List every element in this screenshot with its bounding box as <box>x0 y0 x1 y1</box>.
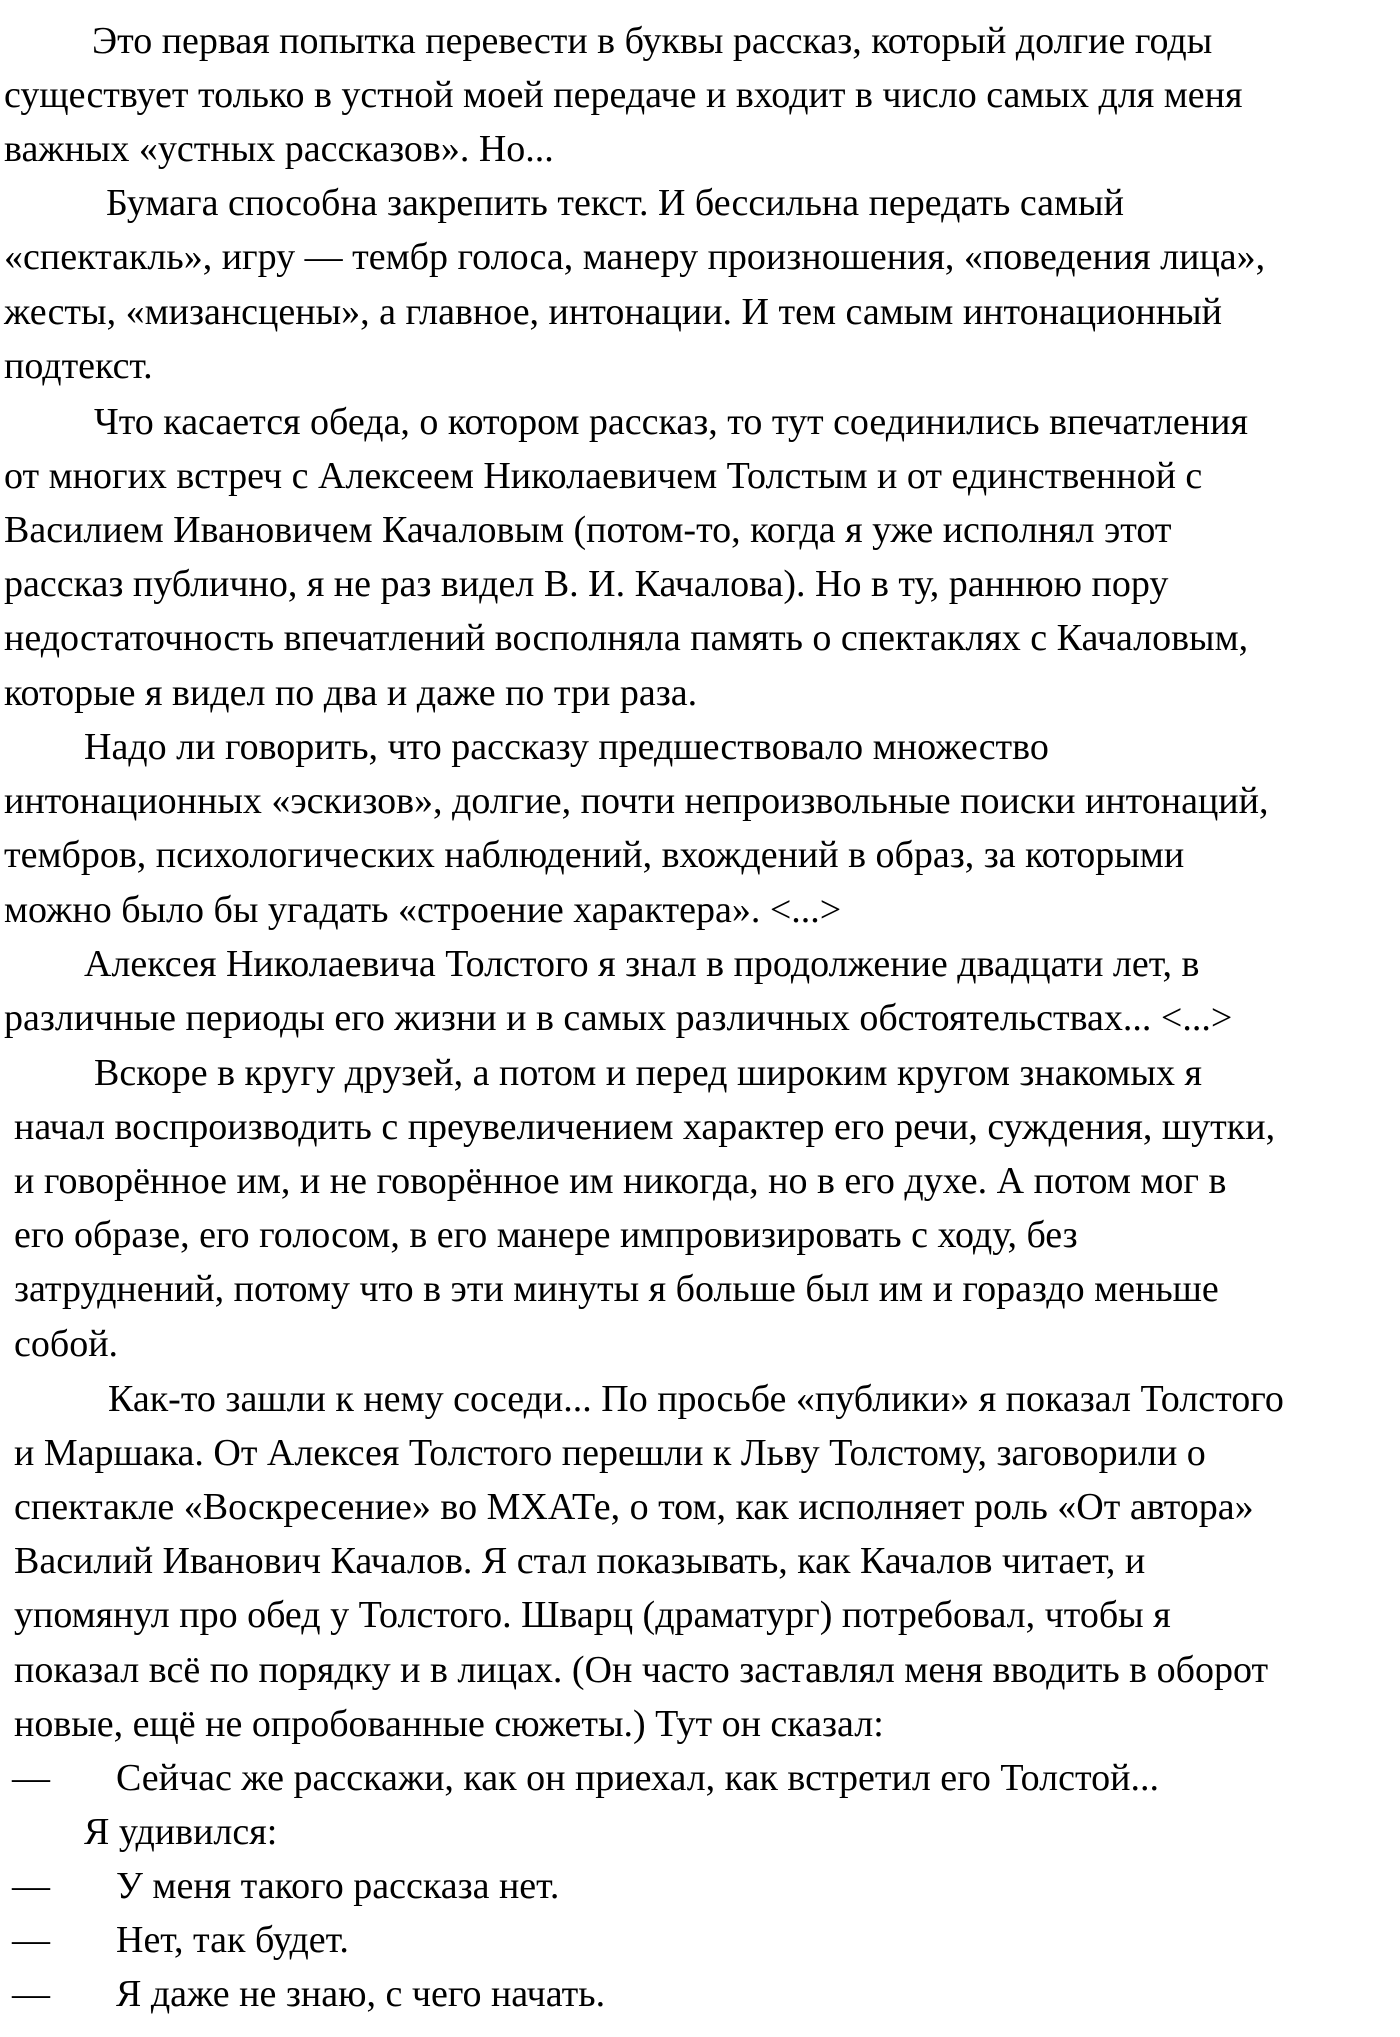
text-line: которые я видел по два и даже по три раза. <box>4 672 698 714</box>
dialogue-line <box>0 1859 1400 1913</box>
dialogue-line <box>0 1913 1400 1967</box>
text-line: Василий Иванович Качалов. Я стал показывать, как Качалов читает, и <box>14 1540 1146 1582</box>
text-line: Бумага способна закрепить текст. И бессильна передать самый <box>106 182 1124 224</box>
text-line: подтекст. <box>4 345 153 387</box>
text-line: Как-то зашли к нему соседи... По просьбе «публики» я показал Толстого <box>108 1378 1284 1420</box>
text-line: Это первая попытка перевести в буквы рассказ, который долгие годы <box>92 20 1213 62</box>
text-line: Надо ли говорить, что рассказу предшествовало множество <box>84 726 1049 768</box>
text-line: жесты, «мизансцены», а главное, интонации. И тем самым интонационный <box>4 291 1223 333</box>
dialogue-dash: — <box>12 1757 50 1799</box>
text-line: от многих встреч с Алексеем Николаевичем Толстым и от единственной с <box>4 455 1203 497</box>
text-line: Вскоре в кругу друзей, а потом и перед широким кругом знакомых я <box>94 1052 1202 1094</box>
text-line: недостаточность впечатлений восполняла память о спектаклях с Качаловым, <box>4 617 1249 659</box>
text-line: начал воспроизводить с преувеличением характер его речи, суждения, шутки, <box>14 1106 1276 1148</box>
dialogue-text: Я даже не знаю, с чего начать. <box>116 1973 606 2015</box>
dialogue-dash: — <box>12 1919 50 1961</box>
dialogue-dash: — <box>12 1973 50 2015</box>
text-line: спектакле «Воскресение» во МХАТе, о том, как исполняет роль «От автора» <box>14 1486 1254 1528</box>
text-line: Алексея Николаевича Толстого я знал в продолжение двадцати лет, в <box>84 943 1200 985</box>
text-line: Василием Ивановичем Качаловым (потом-то, когда я уже исполнял этот <box>4 509 1172 551</box>
text-line: показал всё по порядку и в лицах. (Он часто заставлял меня вводить в оборот <box>14 1649 1269 1691</box>
text-line: тембров, психологических наблюдений, вхождений в образ, за которыми <box>4 834 1185 876</box>
text-line: различные периоды его жизни и в самых различных обстоятельствах... <...> <box>4 997 1233 1039</box>
text-line: его образе, его голосом, в его манере импровизировать с ходу, без <box>14 1214 1078 1256</box>
dialogue-line <box>0 1967 1400 2021</box>
dialogue-text: Нет, так будет. <box>116 1919 349 1961</box>
text-line: важных «устных рассказов». Но... <box>4 128 554 170</box>
text-line: Что касается обеда, о котором рассказ, то тут соединились впечатления <box>94 401 1248 443</box>
text-line: Я удивился: <box>84 1811 278 1853</box>
text-line: рассказ публично, я не раз видел В. И. Качалова). Но в ту, раннюю пору <box>4 563 1169 605</box>
text-line: новые, ещё не опробованные сюжеты.) Тут он сказал: <box>14 1703 884 1745</box>
dialogue-dash: — <box>12 1865 50 1907</box>
text-line: затруднений, потому что в эти минуты я больше был им и гораздо меньше <box>14 1268 1219 1310</box>
text-line: «спектакль», игру — тембр голоса, манеру произношения, «поведения лица», <box>4 236 1266 278</box>
text-line: собой. <box>14 1323 119 1365</box>
dialogue-text: Сейчас же расскажи, как он приехал, как встретил его Толстой... <box>116 1757 1159 1799</box>
text-line: интонационных «эскизов», долгие, почти непроизвольные поиски интонаций, <box>4 780 1269 822</box>
text-line: можно было бы угадать «строение характера». <...> <box>4 889 842 931</box>
dialogue-text: У меня такого рассказа нет. <box>116 1865 560 1907</box>
text-line: и Маршака. От Алексея Толстого перешли к Льву Толстому, заговорили о <box>14 1432 1206 1474</box>
text-line: и говорённое им, и не говорённое им никогда, но в его духе. А потом мог в <box>14 1160 1227 1202</box>
dialogue-line <box>0 1751 1400 1805</box>
text-line: существует только в устной моей передаче и входит в число самых для меня <box>4 74 1243 116</box>
text-line: упомянул про обед у Толстого. Шварц (драматург) потребовал, чтобы я <box>14 1594 1171 1636</box>
